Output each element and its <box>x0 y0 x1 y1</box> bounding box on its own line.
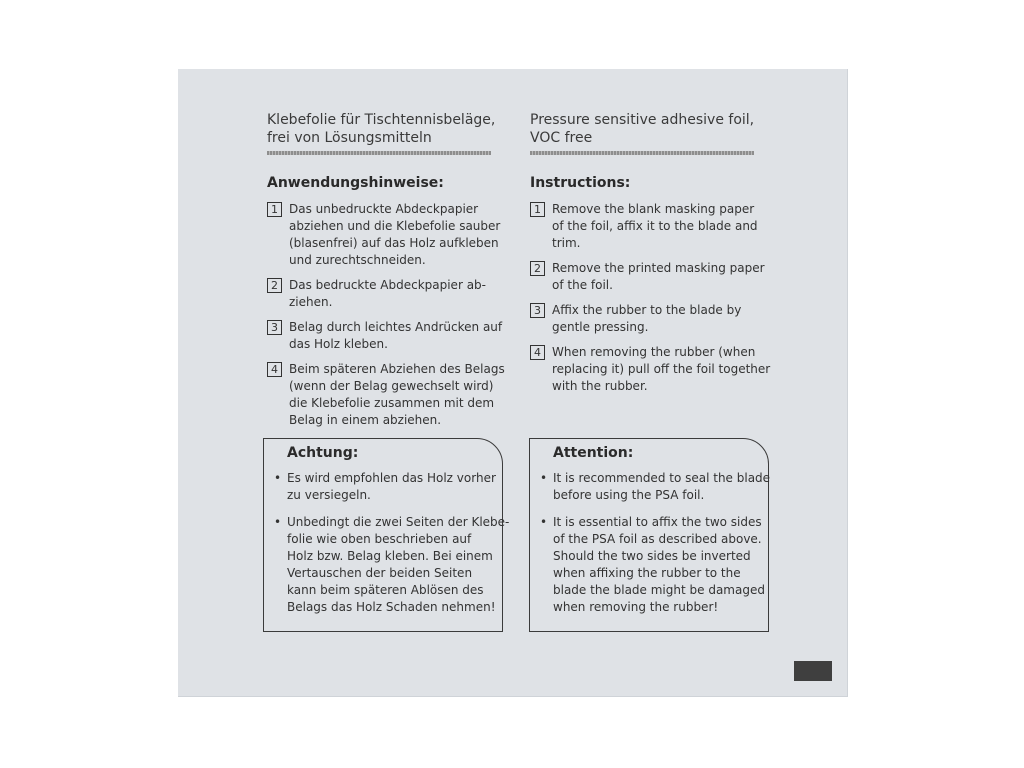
bullet-line: of the PSA foil as described above. <box>553 532 762 546</box>
step-number: 4 <box>530 345 545 360</box>
bullet-line: blade the blade might be damaged <box>553 583 765 597</box>
english-heading: Instructions: <box>530 175 631 191</box>
german-warning-box <box>263 438 510 632</box>
step-number: 3 <box>267 320 282 335</box>
warning-title: Achtung: <box>287 445 359 461</box>
bullet-dot: • <box>274 471 282 485</box>
step-line: of the foil, affix it to the blade and <box>552 219 758 233</box>
bullet-item <box>539 514 765 616</box>
bullet-item <box>539 470 771 504</box>
title-line: Pressure sensitive adhesive foil, <box>530 112 755 128</box>
bullet-line: zu versiegeln. <box>287 488 371 502</box>
step-line: Belag in einem abziehen. <box>289 413 442 427</box>
german-heading: Anwendungshinweise: <box>267 175 444 191</box>
step-line: (wenn der Belag gewechselt wird) <box>289 379 494 393</box>
step-number: 1 <box>267 202 282 217</box>
title-rule <box>530 151 754 155</box>
english-title <box>530 111 754 147</box>
step-line: gentle pressing. <box>552 320 649 334</box>
step-line: with the rubber. <box>552 379 648 393</box>
bullet-dot: • <box>540 515 548 529</box>
title-line: VOC free <box>530 130 593 146</box>
warning-title: Attention: <box>553 445 634 461</box>
bullet-dot: • <box>274 515 282 529</box>
registration-mark <box>794 661 832 681</box>
step-item <box>267 319 503 353</box>
step-item <box>530 260 766 294</box>
instruction-sheet <box>178 69 848 697</box>
step-line: Belag durch leichtes Andrücken auf <box>289 320 503 334</box>
bullet-line: Should the two sides be inverted <box>553 549 751 563</box>
warning-bullets <box>539 470 771 626</box>
step-line: ziehen. <box>289 295 333 309</box>
step-number: 1 <box>530 202 545 217</box>
bullet-item <box>273 470 499 504</box>
title-line: Klebefolie für Tischtennisbeläge, <box>267 112 496 128</box>
english-steps <box>530 201 771 403</box>
step-line: das Holz kleben. <box>289 337 388 351</box>
step-line: (blasenfrei) auf das Holz aufkleben <box>289 236 499 250</box>
step-item <box>530 201 766 252</box>
step-number: 2 <box>267 278 282 293</box>
step-item <box>530 302 766 336</box>
bullet-item <box>273 514 510 616</box>
bullet-line: It is recommended to seal the blade <box>553 471 771 485</box>
german-title <box>267 111 495 147</box>
step-line: Remove the printed masking paper <box>552 261 765 275</box>
step-number: 2 <box>530 261 545 276</box>
step-line: abziehen und die Klebefolie sauber <box>289 219 501 233</box>
step-line: Das unbedruckte Abdeckpapier <box>289 202 479 216</box>
step-item <box>267 361 503 429</box>
bullet-line: Holz bzw. Belag kleben. Bei einem <box>287 549 493 563</box>
step-line: Affix the rubber to the blade by <box>552 303 742 317</box>
step-line: und zurechtschneiden. <box>289 253 426 267</box>
bullet-line: Unbedingt die zwei Seiten der Klebe- <box>287 515 510 529</box>
english-warning-box <box>529 438 769 632</box>
step-line: die Klebefolie zusammen mit dem <box>289 396 495 410</box>
step-line: Remove the blank masking paper <box>552 202 755 216</box>
step-item <box>530 344 771 395</box>
bullet-line: It is essential to affix the two sides <box>553 515 762 529</box>
bullet-line: Belags das Holz Schaden nehmen! <box>287 600 496 614</box>
german-steps <box>267 201 503 437</box>
bullet-line: Es wird empfohlen das Holz vorher <box>287 471 496 485</box>
step-item <box>267 277 503 311</box>
bullet-dot: • <box>540 471 548 485</box>
step-line: When removing the rubber (when <box>552 345 756 359</box>
title-rule <box>267 151 491 155</box>
bullet-line: before using the PSA foil. <box>553 488 705 502</box>
step-line: Das bedruckte Abdeckpapier ab- <box>289 278 486 292</box>
step-number: 4 <box>267 362 282 377</box>
bullet-line: when affixing the rubber to the <box>553 566 741 580</box>
step-line: of the foil. <box>552 278 613 292</box>
warning-bullets <box>273 470 510 626</box>
bullet-line: Vertauschen der beiden Seiten <box>287 566 473 580</box>
step-item <box>267 201 503 269</box>
step-line: Beim späteren Abziehen des Belags <box>289 362 505 376</box>
bullet-line: when removing the rubber! <box>553 600 719 614</box>
step-number: 3 <box>530 303 545 318</box>
bullet-line: kann beim späteren Ablösen des <box>287 583 484 597</box>
title-line: frei von Lösungsmitteln <box>267 130 432 146</box>
step-line: trim. <box>552 236 581 250</box>
step-line: replacing it) pull off the foil together <box>552 362 771 376</box>
bullet-line: folie wie oben beschrieben auf <box>287 532 472 546</box>
